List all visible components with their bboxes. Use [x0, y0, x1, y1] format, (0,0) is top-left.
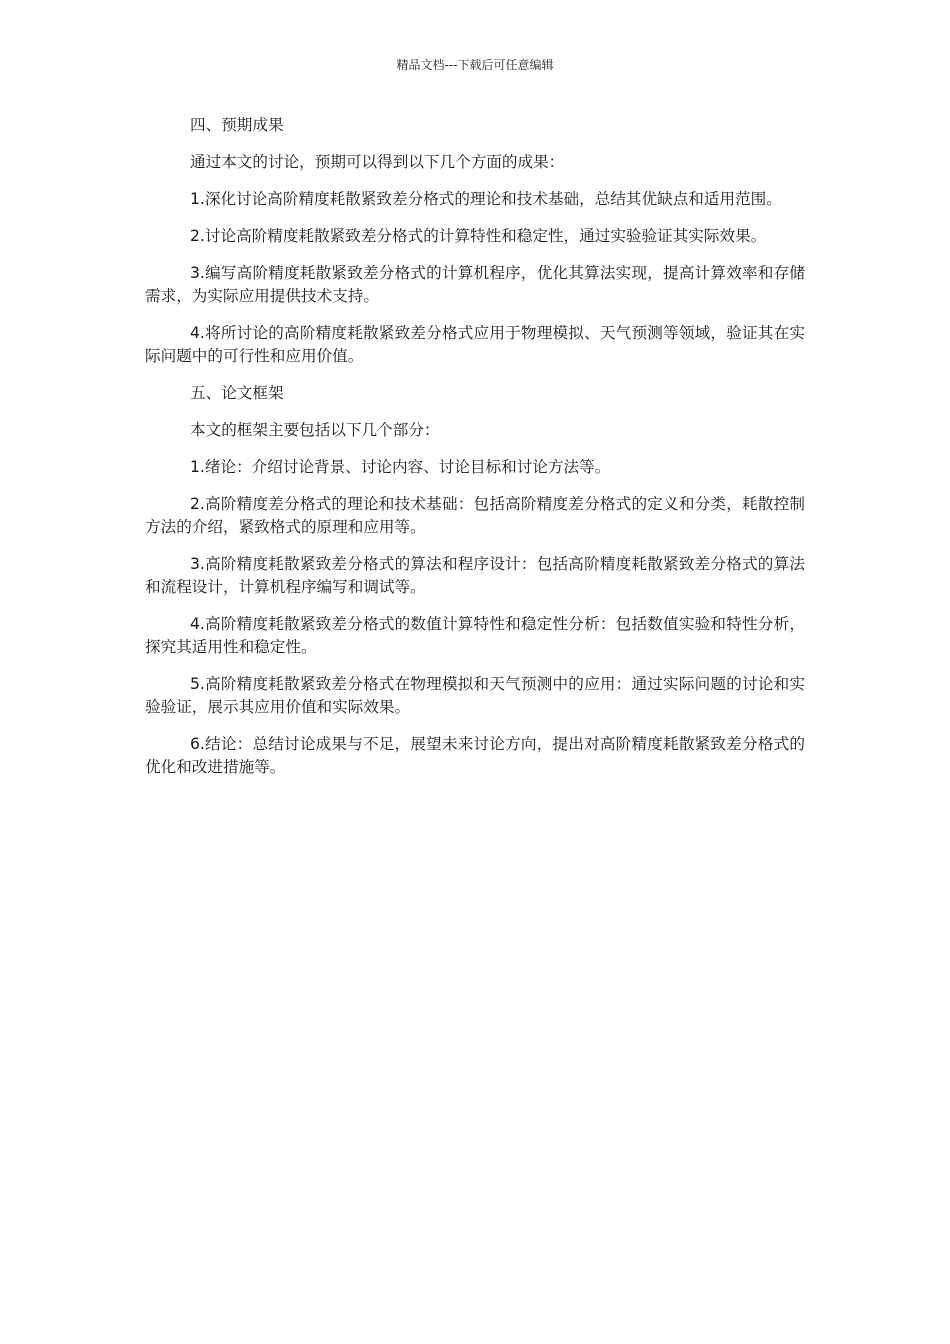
document-body — [145, 114, 805, 793]
paragraph-intro-framework: 本文的框架主要包括以下几个部分： — [190, 421, 440, 439]
framework-item-6: 6.结论：总结讨论成果与不足，展望未来讨论方向，提出对高阶精度耗散紧致差分格式的优化和改进措施等。 — [145, 735, 805, 776]
framework-item-5: 5.高阶精度耗散紧致差分格式在物理模拟和天气预测中的应用：通过实际问题的讨论和实验验证，展示其应用价值和实际效果。 — [145, 675, 805, 716]
paragraph-intro-results: 通过本文的讨论，预期可以得到以下几个方面的成果： — [190, 153, 565, 171]
framework-item-4: 4.高阶精度耗散紧致差分格式的数值计算特性和稳定性分析：包括数值实验和特性分析，探究其适用性和稳定性。 — [145, 615, 805, 656]
framework-item-3: 3.高阶精度耗散紧致差分格式的算法和程序设计：包括高阶精度耗散紧致差分格式的算法和流程设计，计算机程序编写和调试等。 — [145, 555, 805, 596]
framework-item-2: 2.高阶精度差分格式的理论和技术基础：包括高阶精度差分格式的定义和分类，耗散控制方法的介绍，紧致格式的原理和应用等。 — [145, 495, 805, 536]
result-item-4: 4.将所讨论的高阶精度耗散紧致差分格式应用于物理模拟、天气预测等领域，验证其在实际问题中的可行性和应用价值。 — [145, 324, 805, 365]
result-item-2: 2.讨论高阶精度耗散紧致差分格式的计算特性和稳定性，通过实验验证其实际效果。 — [190, 227, 767, 245]
result-item-3: 3.编写高阶精度耗散紧致差分格式的计算机程序，优化其算法实现，提高计算效率和存储需求，为实际应用提供技术支持。 — [145, 264, 805, 305]
framework-item-1: 1.绪论：介绍讨论背景、讨论内容、讨论目标和讨论方法等。 — [190, 458, 611, 476]
section-heading-thesis-framework: 五、论文框架 — [190, 384, 284, 402]
result-item-1: 1.深化讨论高阶精度耗散紧致差分格式的理论和技术基础，总结其优缺点和适用范围。 — [190, 190, 782, 208]
page-header: 精品文档---下载后可任意编辑 — [396, 58, 554, 72]
section-heading-expected-results: 四、预期成果 — [190, 116, 284, 134]
